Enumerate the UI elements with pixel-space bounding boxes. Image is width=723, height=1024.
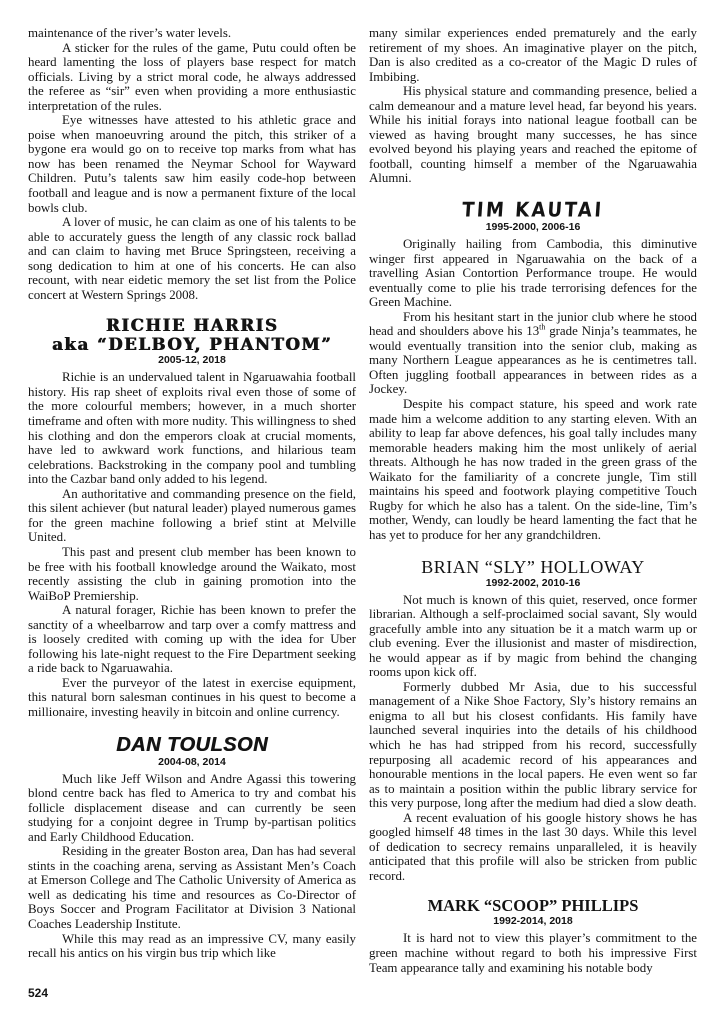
profile-heading-tim-kautai xyxy=(369,200,697,234)
paragraph: maintenance of the river’s water levels. xyxy=(28,26,232,40)
paragraph: This past and present club member has been known to be free with his football knowledge around the Waikato, most recently assisting the club in gaining promotion into the WaiBoP Premiership. xyxy=(28,544,356,603)
paragraph: A recent evaluation of his google history shows he has googled himself 48 times in the last 30 days. While this level of dedication to secrecy remains unparalleled, it is heavily anticipated that this profile will also be stricken from public record. xyxy=(369,810,697,883)
paragraph: Ever the purveyor of the latest in exercise equipment, this natural born salesman continues in his quest to become a millionaire, investing heavily in bitcoin and online currency. xyxy=(28,675,356,719)
player-name: TIM KAUTAI xyxy=(461,198,605,223)
player-name: BRIAN “SLY” HOLLOWAY xyxy=(421,556,645,577)
player-name: DAN TOULSON xyxy=(116,733,268,756)
player-years: 1992-2014, 2018 xyxy=(493,915,573,928)
player-years: 1995-2000, 2006-16 xyxy=(485,221,581,234)
profile-heading-brian-holloway xyxy=(369,557,697,590)
two-column-layout xyxy=(28,26,697,975)
paragraph-text: From his hesitant start in the junior club where he stood head and shoulders above his 13 xyxy=(369,309,697,339)
player-years: 2004-08, 2014 xyxy=(158,755,226,768)
left-column xyxy=(28,26,356,975)
paragraph: Despite his compact stature, his speed and work rate made him a welcome addition to any starting eleven. With an ability to leap far above defences, his goal tally includes many memorable headers making him the most unlikely of aerial threats. Although he has now traded in the green grass of the Waikato for the familiarity of a concrete jungle, Tim still maintains his speed and footwork playing competitive Touch Rugby for which he also has a talent. On the side-line, Tim’s mother, Wendy, can loudly be heard lamenting the fact that he has yet to produce for her any grandchildren. xyxy=(369,397,697,542)
player-alias: aka “DELBOY, PHANTOM” xyxy=(51,335,333,355)
ordinal-superscript: th xyxy=(539,323,546,332)
profile-heading-dan-toulson xyxy=(28,734,356,769)
paragraph: Residing in the greater Boston area, Dan has had several stints in the coaching arena, serving as Assistant Men’s Coach at Emerson College and The Catholic University of America as well as dedicating his time and resources as Co-Director of Boys Soccer and Program Facilitator at Division 3 National Coaches Leadership Institute. xyxy=(28,844,356,931)
paragraph: Not much is known of this quiet, reserved, once former librarian. Although a self-proclaimed social savant, Sly would gracefully amble into any situation be it a match warm up or club evening. Ever the illusionist and master of misdirection, he would appear as if by magic from behind the changing rooms upon kick off. xyxy=(369,592,697,680)
paragraph: While this may read as an impressive CV, many easily recall his antics on his virgin bus trip which like xyxy=(28,931,356,961)
player-name: MARK “SCOOP” PHILLIPS xyxy=(427,896,639,916)
player-name: RICHIE HARRIS xyxy=(105,316,279,336)
page-number: 524 xyxy=(28,986,49,1000)
paragraph: A lover of music, he can claim as one of his talents to be able to accurately guess the length of any classic rock ballad and can claim to having met Bruce Springsteen, receiving a song dedication to him at one of his concerts. He can also recount, with near eidetic memory the set list from the Police concert at Western Springs 2008. xyxy=(28,215,356,302)
paragraph: An authoritative and commanding presence on the field, this silent achiever (but natural leader) played numerous games for the green machine following a brief stint at Melville United. xyxy=(28,486,356,545)
paragraph: Richie is an undervalued talent in Ngaruawahia football history. His rap sheet of exploits rival even those of some of the more colourful members; however, in a much shorter timeframe and often with more nudity. This willingness to shed his clothing and don the emperors cloak at crucial moments, have led to awkward work functions, and hilarious team celebrations. Backstroking in the company pool and tumbling into the Cazbar band only added to his legend. xyxy=(28,370,356,487)
profile-heading-mark-phillips xyxy=(369,897,697,928)
player-years: 2005-12, 2018 xyxy=(158,354,226,367)
paragraph: Much like Jeff Wilson and Andre Agassi this towering blond centre back has fled to America to try and combat his follicle displacement disease and can currently be seen studying for a conjoint degree in Trump by-partisan politics and Early Childhood Education. xyxy=(28,771,356,844)
paragraph: Formerly dubbed Mr Asia, due to his successful management of a Nike Shoe Factory, Sly’s history remains an enigma to all but his closest confidants. His family have launched several inquiries into the details of his childhood which he has had stripped from his record, successfully repurposing all academic record of his appearances and honourable mentions in the local papers. He even went so far as to maintain a position within the public library service for this very purpose, long after the medium had died a slow death. xyxy=(369,679,697,811)
paragraph: Eye witnesses have attested to his athletic grace and poise when manoeuvring around the pitch, this striker of a bygone era would go on to receive top marks from what has now has been renamed the Neymar School for Wayward Children. Putu’s talents saw him easily code-hop between football and league and is now a permanent fixture of the local bowls club. xyxy=(28,113,356,215)
paragraph: His physical stature and commanding presence, belied a calm demeanour and a mature level head, far beyond his years. While his initial forays into national league football can be viewed as having brought many successes, he has since evolved beyond his playing years and reached the epitome of football, counting himself a member of the Ngaruawahia Alumni. xyxy=(369,84,697,186)
paragraph: It is hard not to view this player’s commitment to the green machine without regard to both his impressive First Team appearance tally and examining his notable body xyxy=(369,931,697,975)
paragraph: many similar experiences ended prematurely and the early retirement of my shoes. An imaginative player on the pitch, Dan is also credited as a co-creator of the Magic D rules of Imbibing. xyxy=(369,26,697,84)
right-column xyxy=(369,26,697,975)
profile-heading-richie-harris xyxy=(28,316,356,367)
paragraph: Originally hailing from Cambodia, this diminutive winger first appeared in Ngaruawahia on the back of a travelling Asian Contortion Performance troupe. He would eventually come to plie his trade terrorising defences for the Green Machine. xyxy=(369,237,697,310)
paragraph: A natural forager, Richie has been known to prefer the sanctity of a wheelbarrow and tarp over a comfy mattress and is loosely credited with coming up with the idea for Uber following his late-night request to the Fire Department seeking a ride back to Ngaruawahia. xyxy=(28,603,356,676)
player-years: 1992-2002, 2010-16 xyxy=(485,576,581,589)
paragraph-text: grade Ninja’s teammates, he would eventually transition into the senior club, making as many Northern League appearances as he is centimetres tall. Often juggling football appearances in between rides as a Jockey. xyxy=(369,324,697,397)
paragraph: A sticker for the rules of the game, Putu could often be heard lamenting the loss of players base respect for match officials. Living by a strict moral code, he always addressed the referee as “sir” even when providing a more enthusiastic interpretation of the rules. xyxy=(28,40,356,113)
paragraph xyxy=(369,310,697,397)
